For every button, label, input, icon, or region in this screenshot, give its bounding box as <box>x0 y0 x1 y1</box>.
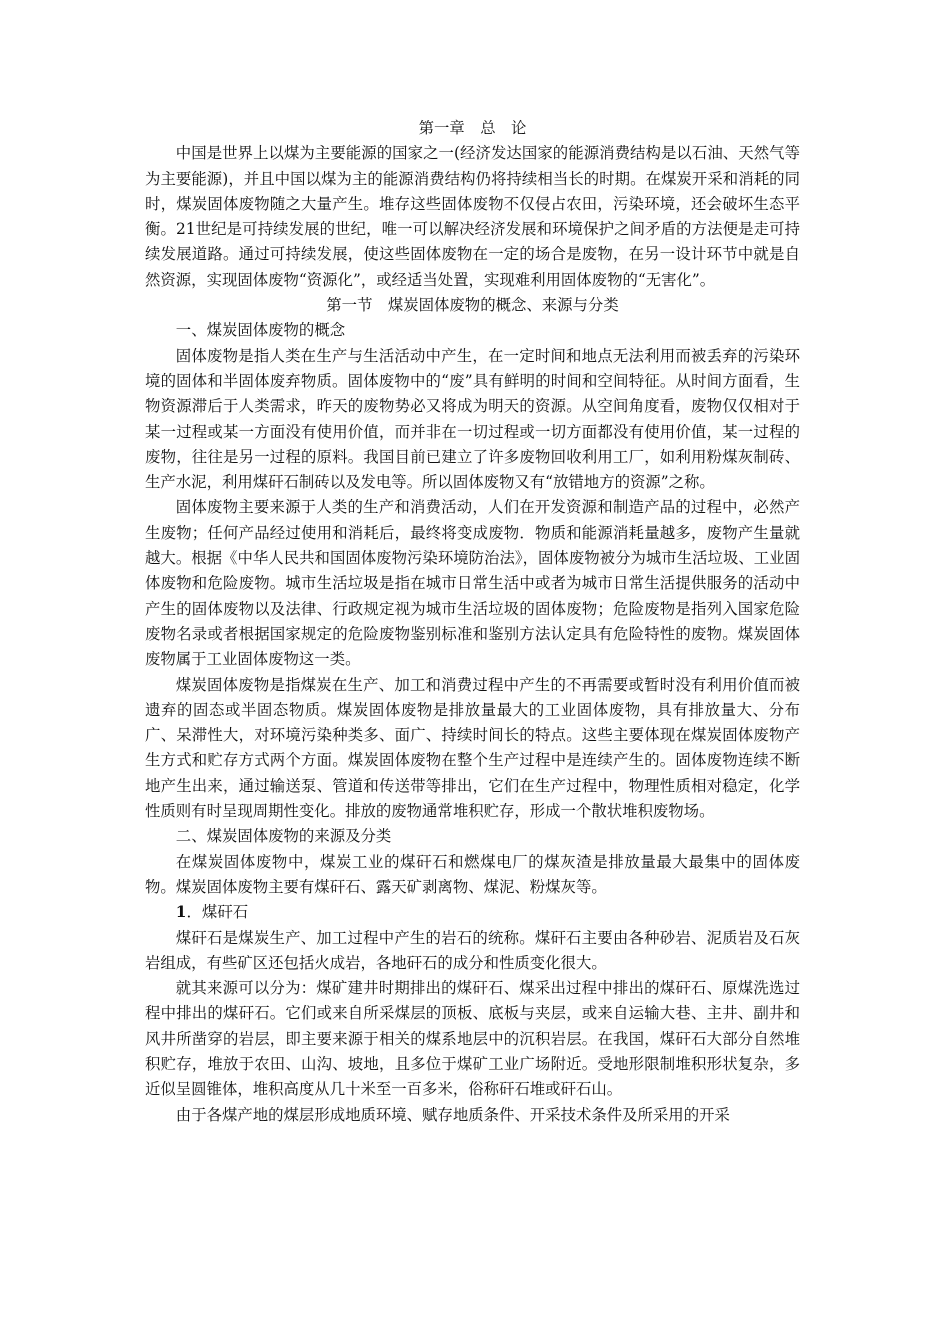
chapter-title: 第一章 总 论 <box>418 119 527 137</box>
paragraph-6: 就其来源可以分为：煤矿建井时期排出的煤矸石、煤采出过程中排出的煤矸石、原煤洗选过程中排出的煤矸石。它们或来自所采煤层的顶板、底板与夹层，或来自运输大巷、主井、副井和风井所凿穿的岩层，即主要来源于相关的煤系地层中的沉积岩层。在我国，煤矸石大部分自然堆积贮存，堆放于农田、山沟、坡地，且多位于煤矿工业广场附近。受地形限制堆积形状复杂，多近似呈圆锥体，堆积高度从几十米至一百多米，俗称矸石堆或矸石山。 <box>145 979 800 1099</box>
paragraph-1: 固体废物是指人类在生产与生活活动中产生，在一定时间和地点无法利用而被丢弃的污染环境的固体和半固体废弃物质。固体废物中的“废”具有鲜明的时间和空间特征。从时间方面看，生物资源滞后于人类需求，昨天的废物势必又将成为明天的资源。从空间角度看，废物仅仅相对于某一过程或某一方面没有使用价值，而并非在一切过程或一切方面都没有使用价值，某一过程的废物，往往是另一过程的原料。我国目前已建立了许多废物回收利用工厂，如利用粉煤灰制砖、生产水泥，利用煤矸石制砖以及发电等。所以固体废物又有“放错地方的资源”之称。 <box>145 346 800 492</box>
intro-paragraph: 中国是世界上以煤为主要能源的国家之一(经济发达国家的能源消费结构是以石油、天然气等为主要能源)，并且中国以煤为主的能源消费结构仍将持续相当长的时期。在煤炭开采和消耗的同时，煤炭固体废物随之大量产生。堆存这些固体废物不仅侵占农田，污染环境，还会破坏生态平衡。21世纪是可持续发展的世纪，唯一可以解决经济发展和环境保护之间矛盾的方法便是走可持续发展道路。通过可持续发展，使这些固体废物在一定的场合是废物，在另一设计环节中就是自然资源，实现固体废物“资源化”，或经适当处置，实现难利用固体废物的“无害化”。 <box>145 144 800 289</box>
document-body <box>145 116 800 1128</box>
paragraph-5: 煤矸石是煤炭生产、加工过程中产生的岩石的统称。煤矸石主要由各种砂岩、泥质岩及石灰岩组成，有些矿区还包括火成岩，各地矸石的成分和性质变化很大。 <box>145 928 800 972</box>
item-1-heading <box>145 900 800 925</box>
subsection-2-title: 二、煤炭固体废物的来源及分类 <box>175 827 392 846</box>
paragraph-4: 在煤炭固体废物中，煤炭工业的煤矸石和燃煤电厂的煤灰渣是排放量最大最集中的固体废物。煤炭固体废物主要有煤矸石、露天矿剥离物、煤泥、粉煤灰等。 <box>145 852 800 896</box>
paragraph-3: 煤炭固体废物是指煤炭在生产、加工和消费过程中产生的不再需要或暂时没有利用价值而被遗弃的固态或半固态物质。煤炭固体废物是排放量最大的工业固体废物，具有排放量大、分布广、呆滞性大，对环境污染种类多、面广、持续时间长的特点。这些主要体现在煤炭固体废物产生方式和贮存方式两个方面。煤炭固体废物在整个生产过程中是连续产生的。固体废物连续不断地产生出来，通过输送泵、管道和传送带等排出，它们在生产过程中，物理性质相对稳定，化学性质则有时呈现周期性变化。排放的废物通常堆积贮存，形成一个散状堆积废物场。 <box>145 675 800 821</box>
section-title: 第一节 煤炭固体废物的概念、来源与分类 <box>326 296 619 315</box>
paragraph-2: 固体废物主要来源于人类的生产和消费活动，人们在开发资源和制造产品的过程中，必然产生废物；任何产品经过使用和消耗后，最终将变成废物．物质和能源消耗量越多，废物产生量就越大。根据《中华人民共和国固体废物污染环境防治法》，固体废物被分为城市生活垃圾、工业固体废物和危险废物。城市生活垃圾是指在城市日常生活中或者为城市日常生活提供服务的活动中产生的固体废物以及法律、行政规定视为城市生活垃圾的固体废物；危险废物是指列入国家危险废物名录或者根据国家规定的危险废物鉴别标准和鉴别方法认定具有危险特性的废物。煤炭固体废物属于工业固体废物这一类。 <box>145 498 800 669</box>
subsection-1-title: 一、煤炭固体废物的概念 <box>175 321 346 340</box>
item-1-title: ．煤矸石 <box>186 903 249 922</box>
item-1-number: 1 <box>175 903 187 922</box>
paragraph-7: 由于各煤产地的煤层形成地质环境、赋存地质条件、开采技术条件及所采用的开采 <box>175 1105 730 1124</box>
